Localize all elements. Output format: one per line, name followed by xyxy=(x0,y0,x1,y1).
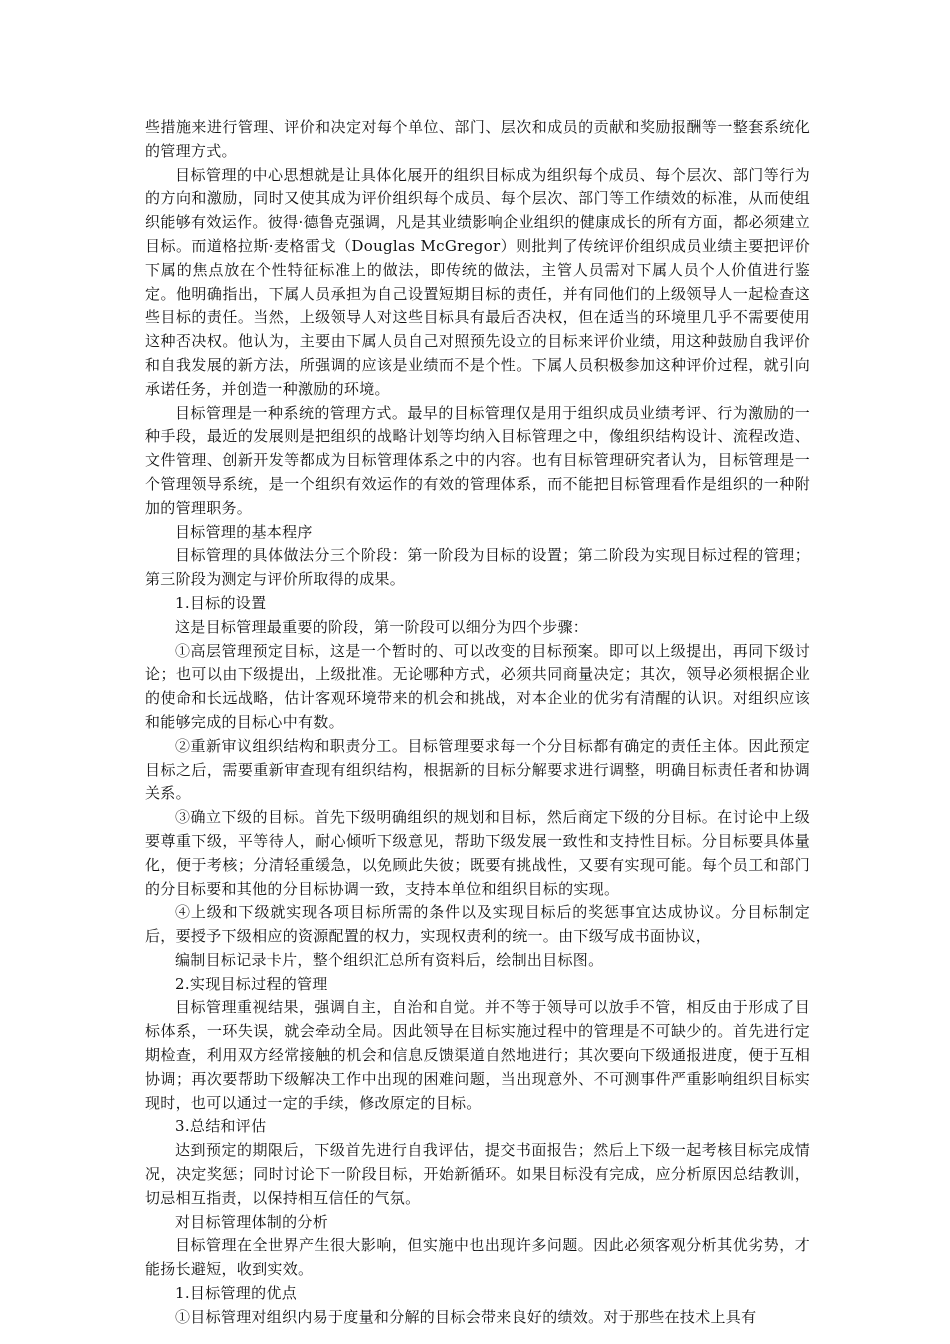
heading-advantages: 1.目标管理的优点 xyxy=(175,1284,298,1303)
heading-process-management: 2.实现目标过程的管理 xyxy=(175,974,328,993)
paragraph-central-idea: 目标管理的中心思想就是让具体化展开的组织目标成为组织每个成员、每个层次、部门等行为的方向和激励，同时又使其成为评价组织每个成员、每个层次、部门等工作绩效的标准，从而使组织能够有效运作。彼得·德鲁克强调，凡是其业绩影响企业组织的健康成长的所有方面，都必须建立目标。而道格拉斯·麦格雷戈（Douglas McGregor）则批判了传统评价组织成员业绩主要把评价下属的焦点放在个性特征标准上的做法，即传统的做法，主管人员需对下属人员个人价值进行鉴定。他明确指出，下属人员承担为自己设置短期目标的责任，并有同他们的上级领导人一起检查这些目标的责任。当然，上级领导人对这些目标具有最后否决权，但在适当的环境里几乎不需要使用这种否决权。他认为，主要由下属人员自己对照预先设立的目标来评价业绩，用这种鼓励自我评价和自我发展的新方法，所强调的应该是业绩而不是个性。下属人员积极参加这种评价过程，就引向承诺任务，并创造一种激励的环境。 xyxy=(145,165,810,398)
heading-goal-setting: 1.目标的设置 xyxy=(175,593,267,612)
paragraph-step-1: ①高层管理预定目标，这是一个暂时的、可以改变的目标预案。即可以上级提出，再同下级讨论；也可以由下级提出，上级批准。无论哪种方式，必须共同商量决定；其次，领导必须根据企业的使命和长远战略，估计客观环境带来的机会和挑战，对本企业的优劣有清醒的认识。对组织应该和能够完成的目标心中有数。 xyxy=(145,641,810,731)
paragraph-step-4: ④上级和下级就实现各项目标所需的条件以及实现目标后的奖惩事宜达成协议。分目标制定后，要授予下级相应的资源配置的权力，实现权责利的统一。由下级写成书面协议， xyxy=(145,903,810,946)
paragraph-systematic-method: 目标管理是一种系统的管理方式。最早的目标管理仅是用于组织成员业绩考评、行为激励的一种手段，最近的发展则是把组织的战略计划等均纳入目标管理之中，像组织结构设计、流程改造、文件管理、创新开发等都成为目标管理体系之中的内容。也有目标管理研究者认为，目标管理是一个管理领导系统，是一个组织有效运作的有效的管理体系，而不能把目标管理看作是组织的一种附加的管理职务。 xyxy=(145,403,810,517)
paragraph-system-analysis: 目标管理在全世界产生很大影响，但实施中也出现许多问题。因此必须客观分析其优劣势，才能扬长避短，收到实效。 xyxy=(145,1236,810,1279)
paragraph-goal-chart: 编制目标记录卡片，整个组织汇总所有资料后，绘制出目标图。 xyxy=(175,950,604,969)
paragraph-step-2: ②重新审议组织结构和职责分工。目标管理要求每一个分目标都有确定的责任主体。因此预定目标之后，需要重新审查现有组织结构，根据新的目标分解要求进行调整，明确目标责任者和协调关系。 xyxy=(145,736,810,803)
paragraph-three-stages: 目标管理的具体做法分三个阶段：第一阶段为目标的设置；第二阶段为实现目标过程的管理；第三阶段为测定与评价所取得的成果。 xyxy=(145,546,810,589)
paragraph-step-3: ③确立下级的目标。首先下级明确组织的规划和目标，然后商定下级的分目标。在讨论中上级要尊重下级，平等待人，耐心倾听下级意见，帮助下级发展一致性和支持性目标。分目标要具体量化，便于考核；分清轻重缓急，以免顾此失彼；既要有挑战性，又要有实现可能。每个员工和部门的分目标要和其他的分目标协调一致，支持本单位和组织目标的实现。 xyxy=(145,808,810,898)
heading-summary-evaluation: 3.总结和评估 xyxy=(175,1117,267,1136)
paragraph-continuation: 些措施来进行管理、评价和决定对每个单位、部门、层次和成员的贡献和奖励报酬等一整套系统化的管理方式。 xyxy=(145,118,810,160)
paragraph-summary-evaluation: 达到预定的期限后，下级首先进行自我评估，提交书面报告；然后上下级一起考核目标完成情况，决定奖惩；同时讨论下一阶段目标，开始新循环。如果目标没有完成，应分析原因总结教训，切忌相互指责，以保持相互信任的气氛。 xyxy=(145,1141,810,1207)
paragraph-four-steps: 这是目标管理最重要的阶段，第一阶段可以细分为四个步骤： xyxy=(175,617,589,636)
heading-basic-procedure: 目标管理的基本程序 xyxy=(175,522,313,541)
document-body xyxy=(145,116,810,1330)
paragraph-process-management: 目标管理重视结果，强调自主，自治和自觉。并不等于领导可以放手不管，相反由于形成了目标体系，一环失误，就会牵动全局。因此领导在目标实施过程中的管理是不可缺少的。首先进行定期检查，利用双方经常接触的机会和信息反馈渠道自然地进行；其次要向下级通报进度，便于互相协调；再次要帮助下级解决工作中出现的困难问题，当出现意外、不可测事件严重影响组织目标实现时，也可以通过一定的手续，修改原定的目标。 xyxy=(145,998,810,1112)
paragraph-advantage-1: ①目标管理对组织内易于度量和分解的目标会带来良好的绩效。对于那些在技术上具有 xyxy=(175,1307,757,1326)
heading-system-analysis: 对目标管理体制的分析 xyxy=(175,1212,329,1231)
